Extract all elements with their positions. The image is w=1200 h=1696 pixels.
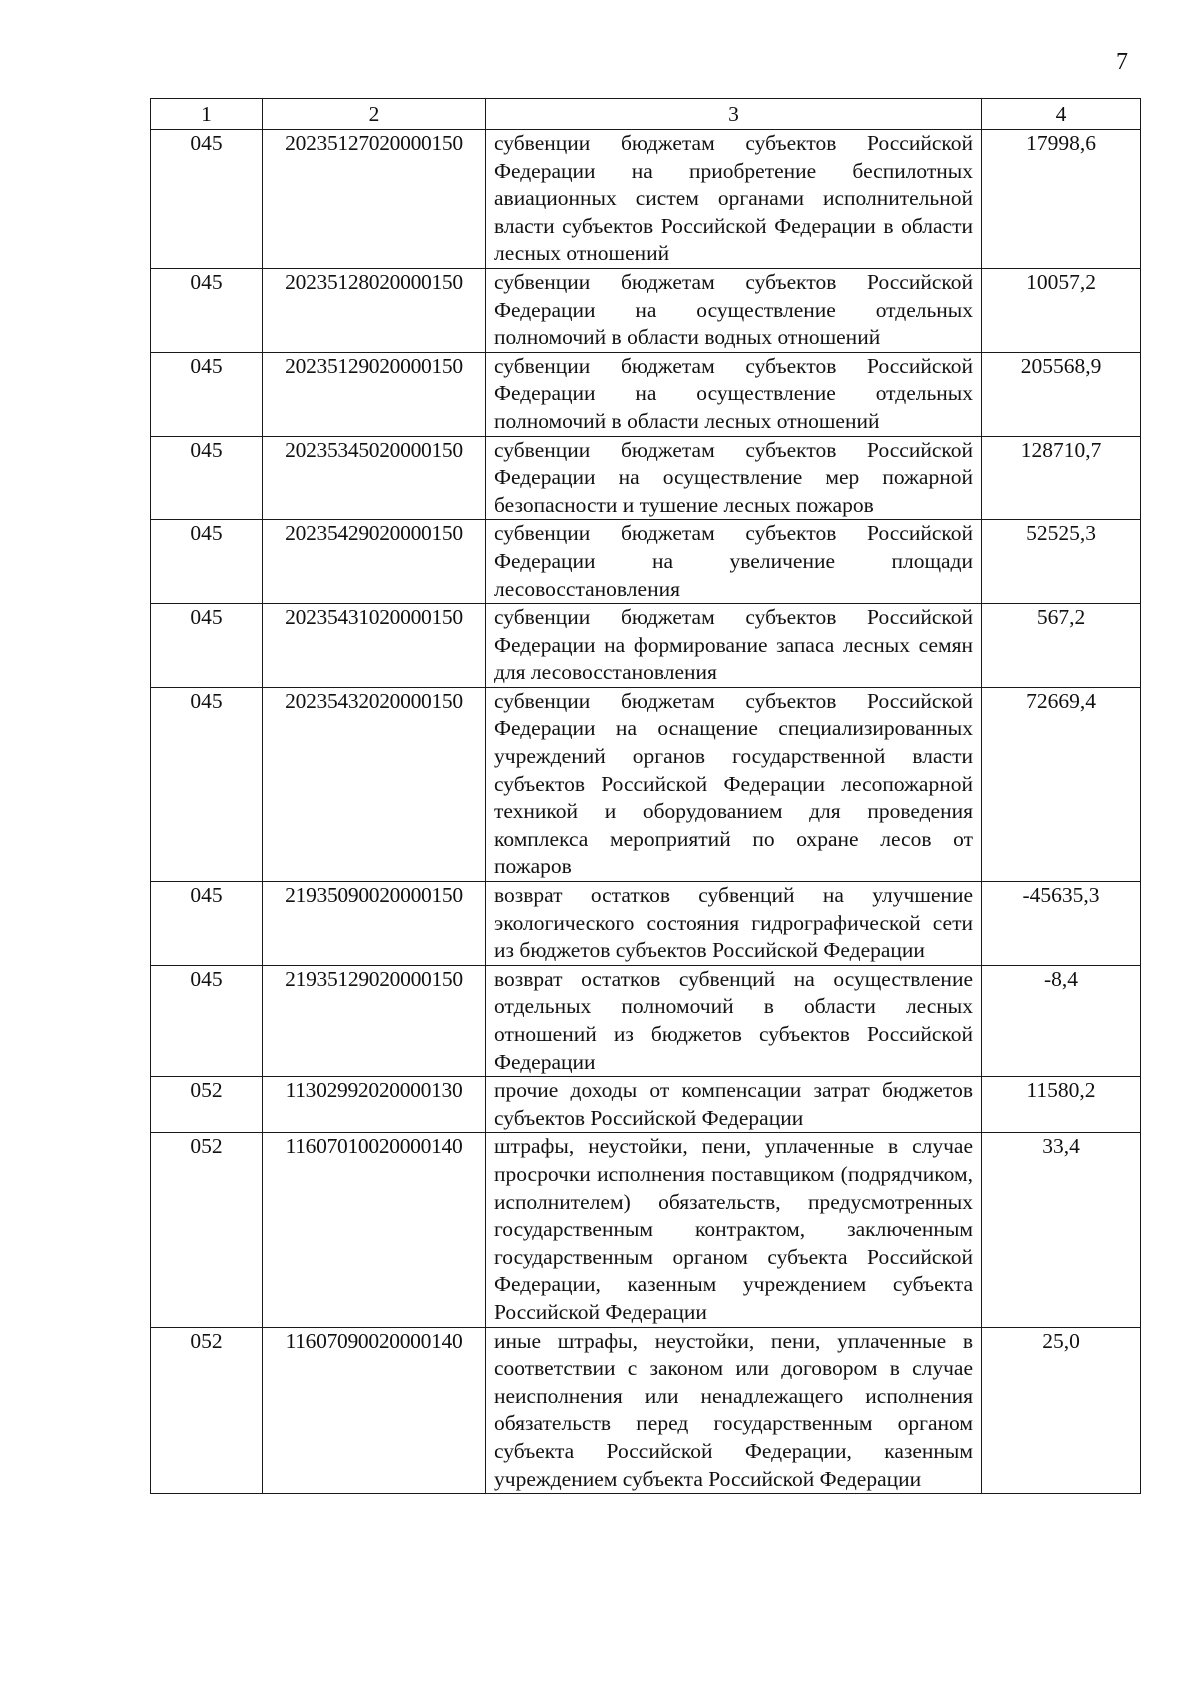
amount-cell: 17998,6 <box>982 130 1141 269</box>
amount-cell: 567,2 <box>982 604 1141 688</box>
amount-cell: 128710,7 <box>982 436 1141 520</box>
table-row <box>151 436 1141 520</box>
amount-cell: 33,4 <box>982 1133 1141 1327</box>
kbk-cell: 20235432020000150 <box>263 687 486 881</box>
description-cell: субвенции бюджетам субъектов Российской Федерации на осуществление отдельных полномочий в области лесных отношений <box>486 352 982 436</box>
kbk-cell: 20235345020000150 <box>263 436 486 520</box>
admin-code-cell: 045 <box>151 352 263 436</box>
kbk-cell: 21935090020000150 <box>263 882 486 966</box>
description-cell: субвенции бюджетам субъектов Российской Федерации на увеличение площади лесовосстановления <box>486 520 982 604</box>
kbk-cell: 20235431020000150 <box>263 604 486 688</box>
table-row <box>151 268 1141 352</box>
description-cell: иные штрафы, неустойки, пени, уплаченные в соответствии с законом или договором в случае неисполнения или ненадлежащего исполнения обязательств перед государственным органом субъекта Российской Федерации, казенным учреждением субъекта Российской Федерации <box>486 1327 982 1494</box>
amount-cell: 52525,3 <box>982 520 1141 604</box>
kbk-cell: 11607090020000140 <box>263 1327 486 1494</box>
admin-code-cell: 045 <box>151 268 263 352</box>
table-row <box>151 130 1141 269</box>
description-cell: штрафы, неустойки, пени, уплаченные в случае просрочки исполнения поставщиком (подрядчиком, исполнителем) обязательств, предусмотренных государственным контрактом, заключенным государственным органом субъекта Российской Федерации, казенным учреждением субъекта Российской Федерации <box>486 1133 982 1327</box>
kbk-cell: 11607010020000140 <box>263 1133 486 1327</box>
amount-cell: 25,0 <box>982 1327 1141 1494</box>
table-header-row <box>151 99 1141 130</box>
kbk-cell: 20235127020000150 <box>263 130 486 269</box>
table-row <box>151 520 1141 604</box>
column-header-2: 2 <box>263 99 486 130</box>
admin-code-cell: 045 <box>151 436 263 520</box>
description-cell: субвенции бюджетам субъектов Российской Федерации на оснащение специализированных учреждений органов государственной власти субъектов Российской Федерации лесопожарной техникой и оборудованием для проведения комплекса мероприятий по охране лесов от пожаров <box>486 687 982 881</box>
table-row <box>151 882 1141 966</box>
description-cell: субвенции бюджетам субъектов Российской Федерации на осуществление отдельных полномочий в области водных отношений <box>486 268 982 352</box>
amount-cell: 11580,2 <box>982 1077 1141 1133</box>
kbk-cell: 20235128020000150 <box>263 268 486 352</box>
description-cell: прочие доходы от компенсации затрат бюджетов субъектов Российской Федерации <box>486 1077 982 1133</box>
page-number: 7 <box>1116 49 1128 75</box>
description-cell: субвенции бюджетам субъектов Российской Федерации на осуществление мер пожарной безопасности и тушение лесных пожаров <box>486 436 982 520</box>
description-cell: возврат остатков субвенций на осуществление отдельных полномочий в области лесных отношений из бюджетов субъектов Российской Федерации <box>486 965 982 1076</box>
amount-cell: -45635,3 <box>982 882 1141 966</box>
kbk-cell: 20235129020000150 <box>263 352 486 436</box>
amount-cell: -8,4 <box>982 965 1141 1076</box>
table-row <box>151 965 1141 1076</box>
admin-code-cell: 045 <box>151 882 263 966</box>
admin-code-cell: 045 <box>151 130 263 269</box>
admin-code-cell: 052 <box>151 1077 263 1133</box>
table-row <box>151 1327 1141 1494</box>
table-row <box>151 1133 1141 1327</box>
kbk-cell: 20235429020000150 <box>263 520 486 604</box>
description-cell: субвенции бюджетам субъектов Российской Федерации на приобретение беспилотных авиационных систем органами исполнительной власти субъектов Российской Федерации в области лесных отношений <box>486 130 982 269</box>
column-header-3: 3 <box>486 99 982 130</box>
admin-code-cell: 045 <box>151 604 263 688</box>
admin-code-cell: 045 <box>151 520 263 604</box>
table-row <box>151 687 1141 881</box>
table-row <box>151 604 1141 688</box>
admin-code-cell: 052 <box>151 1133 263 1327</box>
column-header-1: 1 <box>151 99 263 130</box>
column-header-4: 4 <box>982 99 1141 130</box>
description-cell: субвенции бюджетам субъектов Российской Федерации на формирование запаса лесных семян для лесовосстановления <box>486 604 982 688</box>
amount-cell: 10057,2 <box>982 268 1141 352</box>
table-row <box>151 1077 1141 1133</box>
table-row <box>151 352 1141 436</box>
admin-code-cell: 045 <box>151 687 263 881</box>
description-cell: возврат остатков субвенций на улучшение экологического состояния гидрографической сети из бюджетов субъектов Российской Федерации <box>486 882 982 966</box>
amount-cell: 205568,9 <box>982 352 1141 436</box>
budget-revenue-table <box>150 98 1141 1494</box>
kbk-cell: 21935129020000150 <box>263 965 486 1076</box>
amount-cell: 72669,4 <box>982 687 1141 881</box>
admin-code-cell: 045 <box>151 965 263 1076</box>
admin-code-cell: 052 <box>151 1327 263 1494</box>
kbk-cell: 11302992020000130 <box>263 1077 486 1133</box>
